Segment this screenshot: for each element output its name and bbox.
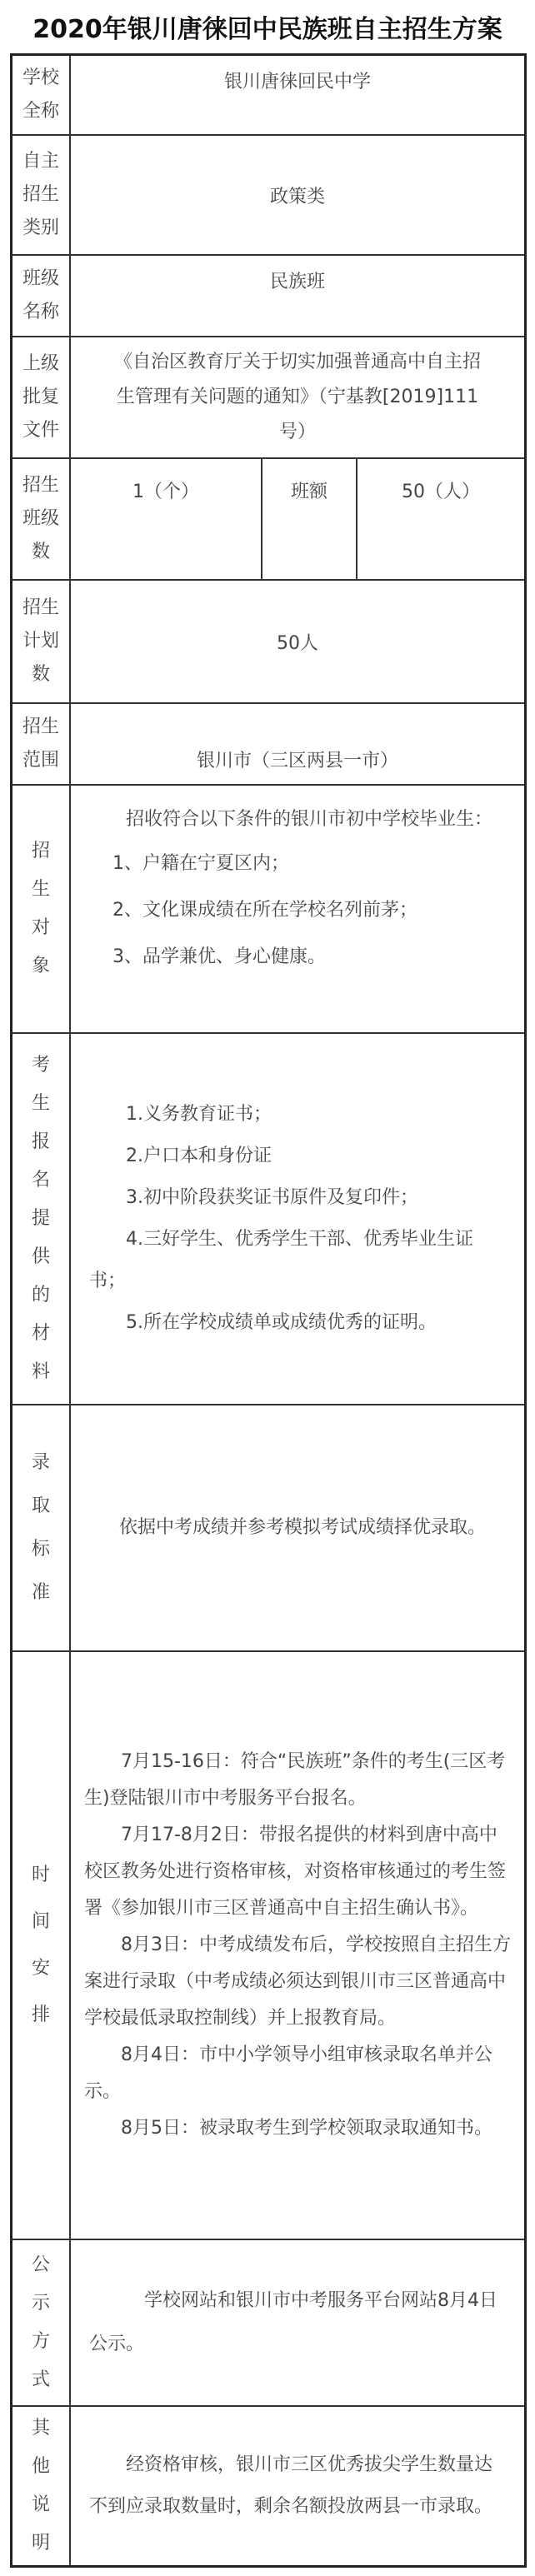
label-line: 招生 <box>22 716 59 737</box>
label-line: 生 <box>31 1093 50 1114</box>
label-line: 数 <box>31 542 50 562</box>
label-line: 象 <box>31 956 50 976</box>
standard-text: 依据中考成绩并参考模拟考试成绩择优录取。 <box>119 1517 487 1538</box>
label-line: 全称 <box>22 101 59 122</box>
material-item: 5.所在学校成绩单或成绩优秀的证明。 <box>126 1312 437 1333</box>
publicity-text: 学校网站和银川市中考服务平台网站8月4日公示。 <box>89 2290 498 2354</box>
page-title: 2020年银川唐徕回中民族班自主招生方案 <box>32 15 502 44</box>
label-line: 范围 <box>22 750 59 771</box>
other-text: 经资格审核，银川市三区优秀拔尖学生数量达不到应录取数量时，剩余名额投放两县一市录取。 <box>89 2454 493 2517</box>
row-standard <box>12 1405 524 1652</box>
label-line: 数 <box>31 664 50 685</box>
label-line: 取 <box>31 1495 50 1516</box>
approval-document <box>71 337 524 457</box>
admission-table <box>10 53 527 2568</box>
row-school <box>12 56 524 136</box>
label-line: 供 <box>31 1246 50 1267</box>
row-other <box>12 2407 524 2565</box>
row-label <box>12 337 71 457</box>
label-line: 时 <box>31 1865 50 1885</box>
label-line: 明 <box>31 2533 50 2554</box>
row-label <box>12 56 71 134</box>
label-line: 计划 <box>22 631 59 651</box>
label-line: 招生 <box>22 597 59 618</box>
label-line: 招生 <box>22 475 59 496</box>
label-line: 其 <box>31 2418 50 2439</box>
label-line: 公 <box>31 2254 50 2275</box>
row-label <box>12 1034 71 1404</box>
row-label <box>12 1405 71 1650</box>
row-label <box>12 2240 71 2405</box>
materials-content <box>71 1034 524 1404</box>
row-label <box>12 704 71 784</box>
schedule-item: 8月3日：中考成绩发布后，学校按照自主招生方案进行录取（中考成绩必须达到银川市三区普通高中学校最低录取控制线）并上报教育局。 <box>84 1934 511 2029</box>
material-item: 2.户口本和身份证 <box>126 1146 272 1166</box>
class-name: 民族班 <box>269 272 325 292</box>
label-line: 式 <box>31 2369 50 2390</box>
label-line: 班级 <box>22 268 59 289</box>
label-line: 批复 <box>22 387 59 407</box>
label-line: 班级 <box>22 508 59 529</box>
target-intro: 招收符合以下条件的银川市初中学校毕业生： <box>126 809 493 830</box>
admission-type: 政策类 <box>269 186 325 207</box>
row-target <box>12 786 524 1034</box>
row-approval <box>12 337 524 459</box>
label-line: 录 <box>31 1452 50 1473</box>
label-line: 准 <box>31 1582 50 1603</box>
target-item: 2、文化课成绩在所在学校名列前茅； <box>112 900 418 921</box>
schedule-content <box>71 1652 524 2239</box>
label-line: 生 <box>31 879 50 900</box>
row-label <box>12 1652 71 2239</box>
publicity-content <box>71 2240 524 2405</box>
label-line: 料 <box>31 1361 50 1382</box>
standard-content <box>71 1405 524 1650</box>
quota-value: 50（人） <box>402 482 480 502</box>
schedule-item: 8月5日：被录取考生到学校领取录取通知书。 <box>121 2118 492 2139</box>
label-line: 材 <box>31 1323 50 1344</box>
material-item: 3.初中阶段获奖证书原件及复印件； <box>126 1187 418 1208</box>
label-line: 招 <box>31 841 50 861</box>
row-label <box>12 786 71 1032</box>
schedule-item: 7月15-16日：符合“民族班”条件的考生(三区考生)登陆银川市中考服务平台报名。 <box>84 1751 506 1809</box>
approval-line: 号） <box>278 422 316 442</box>
label-line: 名称 <box>22 302 59 322</box>
label-line: 考 <box>31 1055 50 1076</box>
row-label <box>12 2407 71 2565</box>
label-line: 学校 <box>22 67 59 88</box>
row-type <box>12 136 524 256</box>
label-line: 上级 <box>22 353 59 374</box>
quota-label: 班额 <box>262 459 358 579</box>
row-label <box>12 459 71 579</box>
row-schedule <box>12 1652 524 2240</box>
label-line: 间 <box>31 1911 50 1932</box>
label-line: 说 <box>31 2494 50 2515</box>
approval-line: 《自治区教育厅关于切实加强普通高中自主招 <box>113 352 481 372</box>
row-label <box>12 256 71 336</box>
label-line: 安 <box>31 1958 50 1979</box>
label-line: 提 <box>31 1208 50 1229</box>
label-line: 示 <box>31 2293 50 2314</box>
label-line: 的 <box>31 1285 50 1305</box>
label-line: 他 <box>31 2456 50 2477</box>
label-line: 报 <box>31 1131 50 1152</box>
label-line: 方 <box>31 2331 50 2352</box>
approval-line: 生管理有关问题的通知》（宁基教[2019]111 <box>116 387 479 407</box>
school-name: 银川唐徕回民中学 <box>223 72 371 92</box>
target-item: 3、品学兼优、身心健康。 <box>112 946 326 967</box>
row-label <box>12 136 71 254</box>
material-item: 1.义务教育证书； <box>126 1104 272 1125</box>
other-content <box>71 2407 524 2565</box>
label-line: 排 <box>31 2004 50 2025</box>
target-item: 1、户籍在宁夏区内； <box>112 853 289 874</box>
label-line: 对 <box>31 917 50 938</box>
schedule-item: 7月17-8月2日：带报名提供的材料到唐中高中校区教务处进行资格审核，对资格审核通过的考生签署《参加银川市三区普通高中自主招生确认书》。 <box>84 1825 507 1919</box>
row-class-count <box>12 459 524 581</box>
row-materials <box>12 1034 524 1405</box>
label-line: 名 <box>31 1170 50 1191</box>
class-count-value: 1（个） <box>71 459 262 579</box>
row-label <box>12 581 71 702</box>
label-line: 自主 <box>22 151 59 172</box>
row-scope <box>12 704 524 786</box>
row-plan <box>12 581 524 704</box>
material-item: 4.三好学生、优秀学生干部、优秀毕业生证书； <box>89 1229 473 1291</box>
label-line: 文件 <box>22 420 59 441</box>
schedule-item: 8月4日：市中小学领导小组审核录取名单并公示。 <box>84 2044 492 2102</box>
label-line: 招生 <box>22 184 59 205</box>
row-class-name <box>12 256 524 337</box>
scope-value: 银川市（三区两县一市） <box>196 751 398 771</box>
target-content <box>71 786 524 1032</box>
label-line: 标 <box>31 1539 50 1560</box>
label-line: 类别 <box>22 217 59 238</box>
plan-count: 50人 <box>277 632 318 654</box>
row-publicity <box>12 2240 524 2407</box>
